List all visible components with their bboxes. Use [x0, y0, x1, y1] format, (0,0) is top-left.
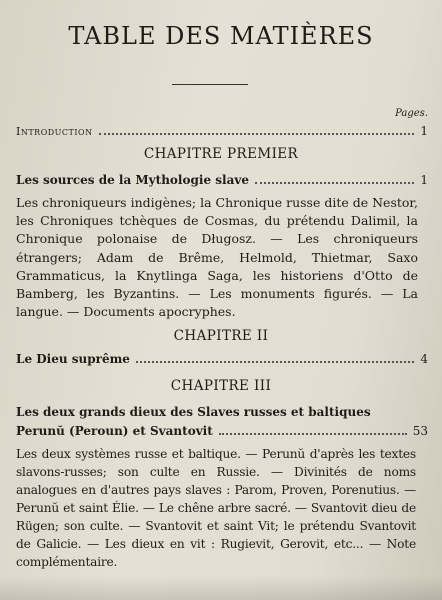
toc-entry-page: 53: [412, 424, 428, 438]
toc-entry-page: 1: [420, 173, 428, 187]
dot-leader: [136, 361, 414, 363]
page-shadow: [0, 576, 442, 600]
toc-entry-label: Introduction: [16, 125, 93, 138]
chapter-summary: Les chroniqueurs indigènes; la Chronique russe dite de Nestor, les Chroniques tchèques de Cosmas, du prétendu Dalimil, la Chronique polonaise de Długosz. — Les chroniqueurs étrangers; Adam de Brême, Helmold, Thietmar, Saxo Grammaticus, la Knytlinga Saga, les historiens d'Otto de Bamberg, les Byzantins. — Les monuments figurés. — La langue. — Documents apocryphes.: [16, 195, 418, 320]
chapter-heading: CHAPITRE III: [170, 378, 272, 394]
toc-entry-page: 4: [420, 352, 428, 366]
toc-entry-chapter-2: [16, 352, 428, 366]
dot-leader: [255, 182, 414, 184]
chapter-heading: CHAPITRE II: [173, 328, 269, 344]
title-rule: [172, 84, 248, 85]
page-title: TABLE DES MATIÈRES: [68, 22, 374, 50]
toc-entry-introduction: [16, 124, 428, 138]
toc-entry-chapter-1: [16, 173, 428, 187]
pages-column-header: Pages.: [395, 108, 428, 119]
toc-entry-title-line2: Perunŭ (Peroun) et Svantovit: [16, 424, 213, 438]
dot-leader: [219, 433, 407, 435]
chapter-heading: CHAPITRE PREMIER: [143, 146, 299, 162]
toc-entry-title-line1: Les deux grands dieux des Slaves russes et baltiques: [16, 405, 371, 419]
toc-entry-title: Les sources de la Mythologie slave: [16, 173, 249, 187]
chapter-summary: Les deux systèmes russe et baltique. — Perunŭ d'après les textes slavons-russes; son culte en Russie. — Divinités de noms analogues en d'autres pays slaves : Parom, Proven, Porenutius. — Perunŭ et saint Élie. — Le chêne arbre sacré. — Svantovit dieu de Rügen; son culte. — Svantovit et saint Vit; le prétendu Svantovit de Galicie. — Les dieux en vit : Rugievit, Gerovit, etc... — Note complémentaire.: [16, 447, 416, 569]
toc-entry-title: Le Dieu suprême: [16, 352, 130, 366]
toc-entry-chapter-3: [16, 424, 428, 438]
dot-leader: [99, 133, 415, 135]
toc-entry-page: 1: [420, 124, 428, 138]
